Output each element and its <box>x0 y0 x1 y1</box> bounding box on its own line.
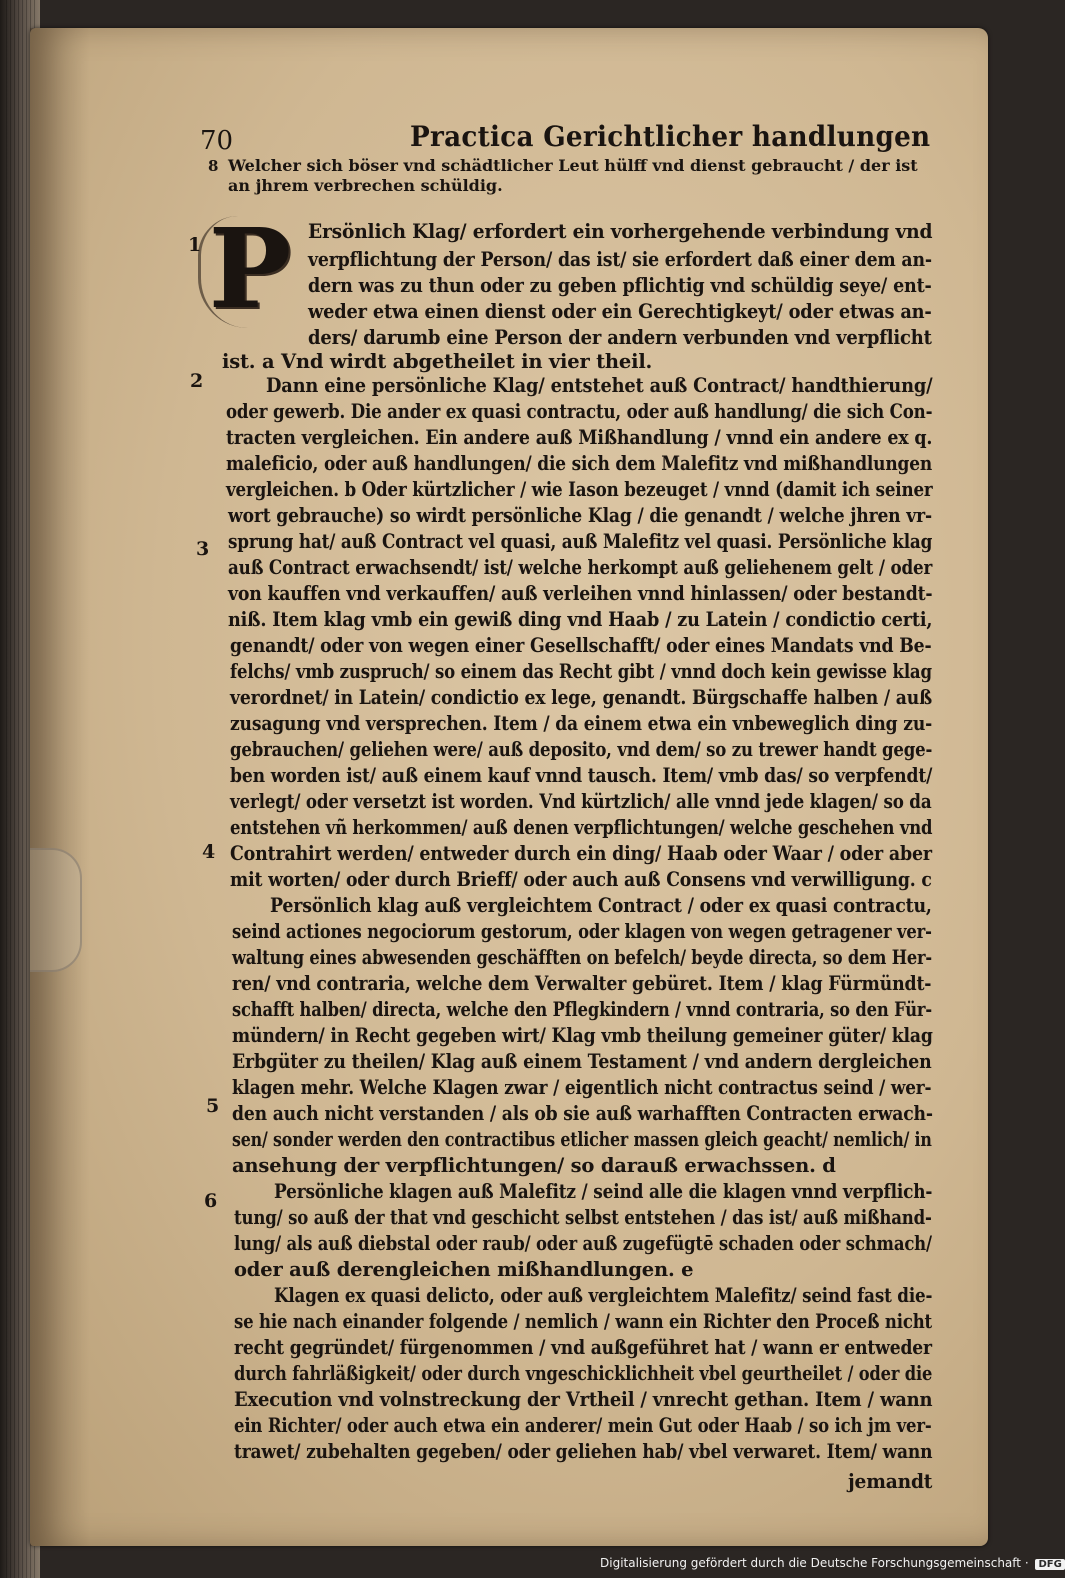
margin-number-6: 6 <box>204 1190 218 1212</box>
page-content <box>30 28 988 1546</box>
text-line: seind actiones negociorum gestorum, oder klagen von wegen getragener ver- <box>232 920 932 943</box>
text-line: ein Richter/ oder auch etwa ein anderer/ mein Gut oder Haab / so ich jm ver- <box>234 1414 932 1437</box>
catchword: jemandt <box>848 1470 933 1493</box>
margin-number-2: 2 <box>190 370 204 392</box>
text-line: mündern/ in Recht gegeben wirt/ Klag vmb theilung gemeiner güter/ klag <box>232 1024 933 1047</box>
text-line: Persönlich klag auß vergleichtem Contract / oder ex quasi contractu, <box>270 894 932 917</box>
text-line: sprung hat/ auß Contract vel quasi, auß Malefitz vel quasi. Persönliche klag <box>228 530 933 553</box>
text-line: vergleichen. b Oder kürtzlicher / wie Iason bezeuget / vnnd (damit ich seiner <box>226 478 933 501</box>
text-line: wort gebrauche) so wirdt persönliche Klag / die genandt / welche jhren vr- <box>228 504 932 527</box>
text-line: Ersönlich Klag/ erfordert ein vorhergehende verbindung vnd <box>308 220 933 243</box>
text-line: se hie nach einander folgende / nemlich / wann ein Richter den Proceß nicht <box>234 1310 932 1333</box>
text-line: tung/ so auß der that vnd geschicht selbst entstehen / das ist/ auß mißhand- <box>234 1206 932 1229</box>
text-line: oder auß derengleichen mißhandlungen. e <box>234 1258 694 1281</box>
text-line: oder gewerb. Die ander ex quasi contractu, oder auß handlung/ die sich Con- <box>226 400 933 423</box>
section-summary <box>208 156 918 196</box>
text-line: Execution vnd volnstreckung der Vrtheil / vnrecht gethan. Item / wann <box>234 1388 933 1411</box>
text-line: den auch nicht verstanden / als ob sie auß warhafften Contracten erwach- <box>232 1102 933 1125</box>
text-line: felchs/ vmb zuspruch/ so einem das Recht gibt / vnnd doch kein gewisse klag <box>230 660 932 683</box>
text-line: verordnet/ in Latein/ condictio ex lege, genandt. Bürgschaffe halben / auß <box>230 686 933 709</box>
text-line: genandt/ oder von wegen einer Gesellschafft/ oder eines Mandats vnd Be- <box>230 634 932 657</box>
page-number: 70 <box>200 126 234 156</box>
summary-text: Welcher sich böser vnd schädtlicher Leut hülff vnd dienst gebraucht / der ist an jhrem verbrechen schüldig. <box>228 156 918 195</box>
text-line: zusagung vnd versprechen. Item / da einem etwa ein vnbeweglich ding zu- <box>230 712 933 735</box>
text-line: verlegt/ oder versetzt ist worden. Vnd kürtzlich/ alle vnnd jede klagen/ so da <box>230 790 932 813</box>
text-line: durch fahrläßigkeit/ oder durch vngeschicklichheit vbel geurtheilet / oder die <box>234 1362 933 1385</box>
text-line: Contrahirt werden/ entweder durch ein ding/ Haab oder Waar / oder aber <box>230 842 932 865</box>
text-line: ansehung der verpflichtungen/ so darauß erwachssen. d <box>232 1154 836 1177</box>
text-line: verpflichtung der Person/ das ist/ sie erfordert daß einer dem an- <box>308 248 932 271</box>
text-line: ders/ darumb eine Person der andern verbunden vnd verpflicht <box>308 326 932 349</box>
margin-number-5: 5 <box>206 1095 220 1117</box>
text-line: tracten vergleichen. Ein andere auß Mißhandlung / vnnd ein andere ex q. <box>226 426 933 449</box>
text-line: ist. a Vnd wirdt abgetheilet in vier theil. <box>222 350 653 373</box>
text-line: recht gegründet/ fürgenommen / vnd außgeführet hat / wann er entweder <box>234 1336 932 1359</box>
dfg-logo: DFG <box>1035 1559 1064 1570</box>
summary-mark: 8 <box>208 157 219 175</box>
text-line: schafft halben/ directa, welche den Pflegkindern / vnnd contraria, so den Für- <box>232 998 932 1021</box>
text-line: weder etwa einen dienst oder ein Gerechtigkeyt/ oder etwas an- <box>308 300 932 323</box>
text-line: trawet/ zubehalten gegeben/ oder geliehen hab/ vbel verwaret. Item/ wann <box>234 1440 933 1463</box>
text-line: klagen mehr. Welche Klagen zwar / eigentlich nicht contractus seind / wer- <box>232 1076 932 1099</box>
text-line: auß Contract erwachsendt/ ist/ welche herkompt auß geliehenem gelt / oder <box>228 556 933 579</box>
text-line: niß. Item klag vmb ein gewiß ding vnd Haab / zu Latein / condictio certi, <box>228 608 933 631</box>
margin-number-3: 3 <box>196 538 210 560</box>
text-line: ren/ vnd contraria, welche dem Verwalter gebüret. Item / klag Fürmündt- <box>232 972 932 995</box>
text-line: dern was zu thun oder zu geben pflichtig vnd schüldig seye/ ent- <box>308 274 932 297</box>
text-line: lung/ als auß diebstal oder raub/ oder auß zugefügtē schaden oder schmach/ <box>234 1232 932 1255</box>
decorated-initial: P <box>208 204 292 333</box>
book-page <box>30 28 988 1546</box>
text-line: sen/ sonder werden den contractibus etlicher massen gleich geacht/ nemlich/ in <box>232 1128 932 1151</box>
text-line: Erbgüter zu theilen/ Klag auß einem Testament / vnd andern dergleichen <box>232 1050 932 1073</box>
footer-text: Digitalisierung gefördert durch die Deutsche Forschungsgemeinschaft · <box>600 1556 1029 1570</box>
text-line: ben worden ist/ auß einem kauf vnnd tausch. Item/ vmb das/ so verpfendt/ <box>230 764 933 787</box>
text-line: entstehen vñ herkommen/ auß denen verpflichtungen/ welche geschehen vnd <box>230 816 933 839</box>
text-line: mit worten/ oder durch Brieff/ oder auch auß Consens vnd verwilligung. c <box>230 868 932 891</box>
text-line: gebrauchen/ geliehen were/ auß deposito, vnd dem/ so zu trewer handt gege- <box>230 738 933 761</box>
margin-number-4: 4 <box>202 841 216 863</box>
text-line: Klagen ex quasi delicto, oder auß vergleichtem Malefitz/ seind fast die- <box>274 1284 933 1307</box>
digitization-footer <box>600 1556 1065 1570</box>
text-line: Persönliche klagen auß Malefitz / seind alle die klagen vnnd verpflich- <box>274 1180 933 1203</box>
text-line: Dann eine persönliche Klag/ entstehet auß Contract/ handthierung/ <box>266 374 933 397</box>
text-line: maleficio, oder auß handlungen/ die sich dem Malefitz vnd mißhandlungen <box>226 452 933 475</box>
text-line: von kauffen vnd verkauffen/ auß verleihen vnnd hinlassen/ oder bestandt- <box>228 582 933 605</box>
running-title: Practica Gerichtlicher handlungen <box>410 120 931 153</box>
text-line: waltung eines abwesenden geschäfften on befelch/ beyde directa, so dem Her- <box>232 946 932 969</box>
margin-number-1: 1 <box>188 234 202 256</box>
